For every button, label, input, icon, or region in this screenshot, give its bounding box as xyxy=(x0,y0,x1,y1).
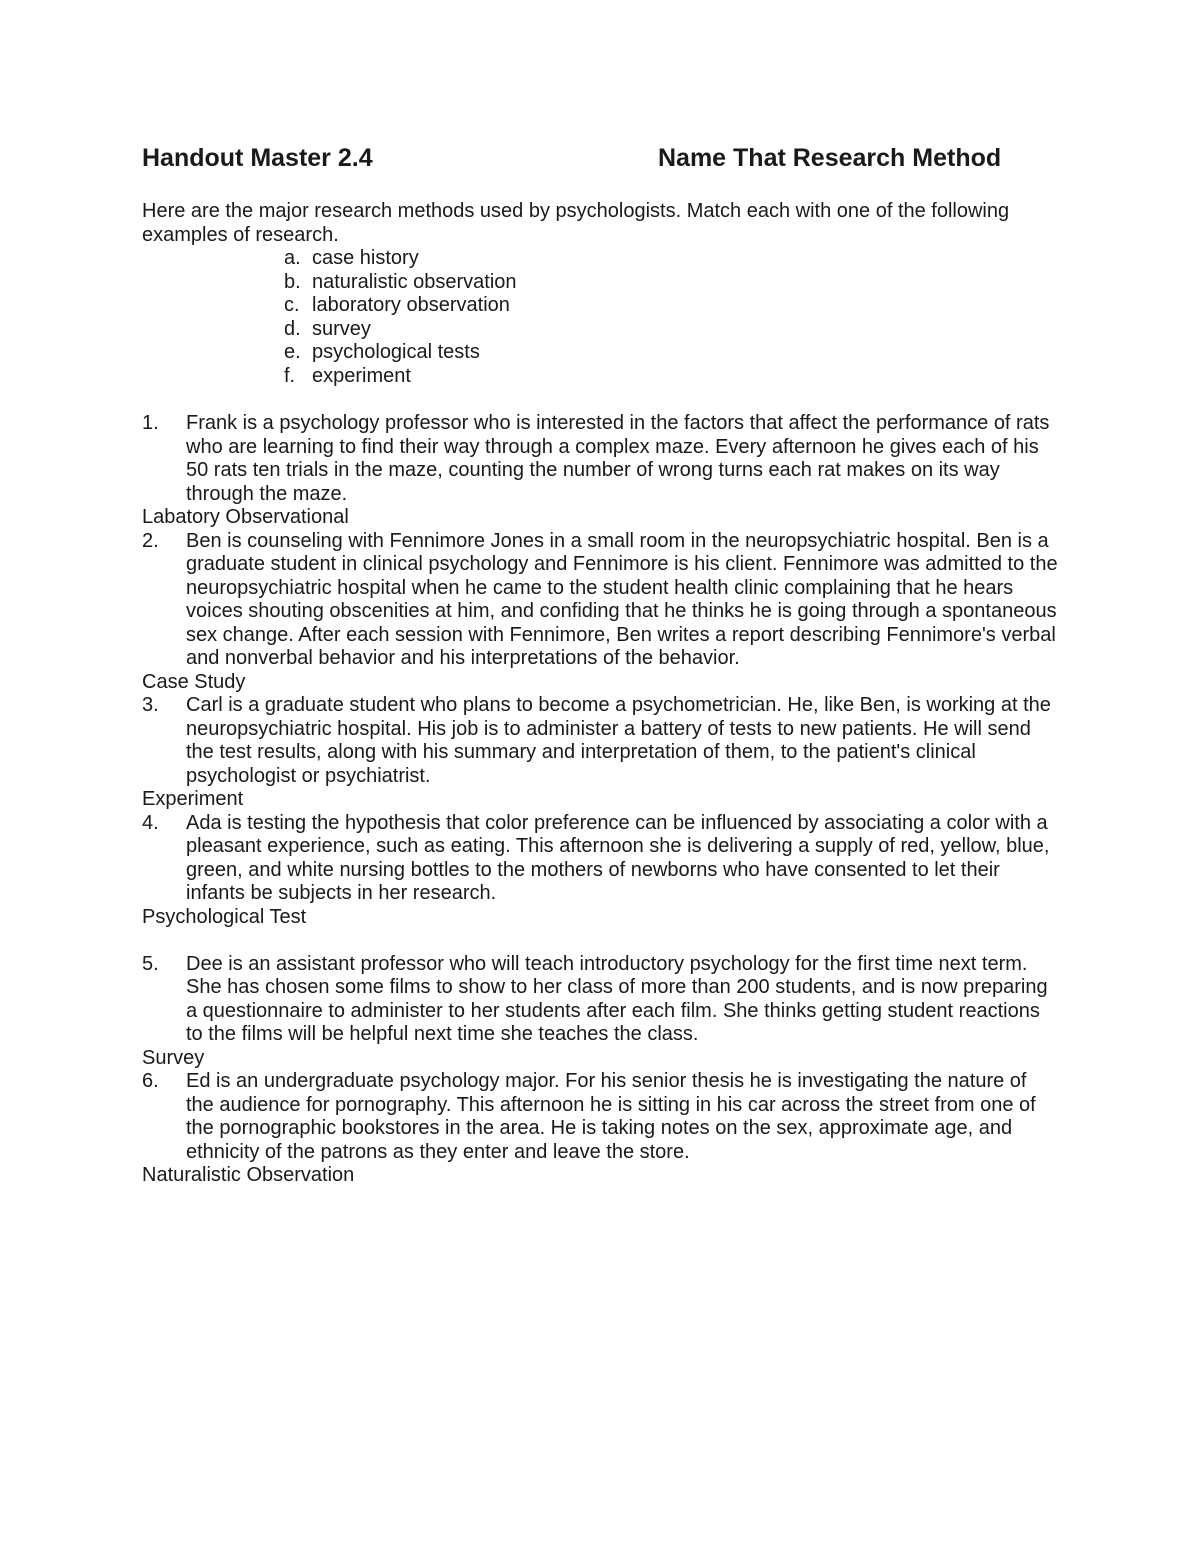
question-item xyxy=(142,412,1058,506)
question-item xyxy=(142,530,1058,671)
question-number: 3. xyxy=(142,694,159,716)
option-label: laboratory observation xyxy=(312,294,510,316)
question-text: Carl is a graduate student who plans to become a psychometrician. He, like Ben, is working at the neuropsychiatric hospital. His job is to administer a battery of tests to new patients. He will send the test results, along with his summary and interpretation of them, to the patient's clinical psychologist or psychiatrist. xyxy=(186,694,1051,787)
answer-text: Psychological Test xyxy=(142,905,307,928)
question-item xyxy=(142,1070,1058,1164)
option-label: naturalistic observation xyxy=(312,270,517,293)
option-item xyxy=(142,341,1072,365)
answer-text: Case Study xyxy=(142,670,246,693)
instructions: Here are the major research methods used by psychologists. Match each with one of the following examples of research. xyxy=(142,200,1010,246)
option-letter: d. xyxy=(284,317,301,340)
option-letter: f. xyxy=(284,364,296,387)
option-item xyxy=(142,318,1072,342)
option-item xyxy=(142,271,1072,295)
option-letter: b. xyxy=(284,270,301,293)
question-number: 4. xyxy=(142,811,159,834)
answer-text: Experiment xyxy=(142,788,244,810)
question-text: Ed is an undergraduate psychology major. For his senior thesis he is investigating the nature of the audience for pornography. This afternoon he is sitting in his car across the street from one of the pornographic bookstores in the area. He is taking notes on the sex, approximate age, and ethnicity of the patrons as they enter and leave the store. xyxy=(186,1070,1036,1163)
question-text: Frank is a psychology professor who is interested in the factors that affect the performance of rats who are learning to find their way through a complex maze. Every afternoon he gives each of his 50 rats ten trials in the maze, counting the number of wrong turns each rat makes on its way through the maze. xyxy=(186,412,1050,505)
question-item xyxy=(142,953,1058,1047)
question-item xyxy=(142,812,1058,906)
option-label: case history xyxy=(312,247,419,269)
method-options-list xyxy=(142,247,1072,388)
question-number: 6. xyxy=(142,1070,159,1092)
page-title: Name That Research Method xyxy=(658,144,1002,172)
option-label: psychological tests xyxy=(312,341,480,363)
questions-list xyxy=(142,412,1072,1188)
question-text: Ada is testing the hypothesis that color preference can be influenced by associating a color with a pleasant experience, such as eating. This afternoon she is delivering a supply of red, yellow, blue, green, and white nursing bottles to the mothers of newborns who have consented to let their infants be subjects in her research. xyxy=(186,811,1050,904)
option-label: survey xyxy=(312,317,371,340)
question-number: 5. xyxy=(142,952,159,975)
question-item xyxy=(142,694,1058,788)
handout-title: Handout Master 2.4 xyxy=(142,144,373,172)
option-label: experiment xyxy=(312,364,411,387)
question-number: 2. xyxy=(142,529,159,552)
option-letter: e. xyxy=(284,341,301,363)
option-letter: a. xyxy=(284,247,301,269)
answer-text: Naturalistic Observation xyxy=(142,1164,355,1186)
handout-page xyxy=(142,140,1072,1188)
answer-text: Labatory Observational xyxy=(142,506,349,528)
spacer xyxy=(142,929,1072,953)
option-item xyxy=(142,365,1072,389)
option-letter: c. xyxy=(284,294,300,316)
page-header xyxy=(142,140,1072,176)
answer-text: Survey xyxy=(142,1046,205,1069)
question-text: Dee is an assistant professor who will teach introductory psychology for the first time next term. She has chosen some films to show to her class of more than 200 students, and is now preparing a questionnaire to administer to her students after each film. She thinks getting student reactions to the films will be helpful next time she teaches the class. xyxy=(186,952,1048,1045)
option-item xyxy=(142,247,1072,271)
question-number: 1. xyxy=(142,412,159,434)
option-item xyxy=(142,294,1072,318)
question-text: Ben is counseling with Fennimore Jones in a small room in the neuropsychiatric hospital. Ben is a graduate student in clinical psychology and Fennimore is his client. Fennimore was admitted to the neuropsychiatric hospital when he came to the student health clinic complaining that he hears voices shouting obscenities at him, and confiding that he thinks he is going through a spontaneous sex change. After each session with Fennimore, Ben writes a report describing Fennimore's verbal and nonverbal behavior and his interpretations of the behavior. xyxy=(186,529,1058,669)
